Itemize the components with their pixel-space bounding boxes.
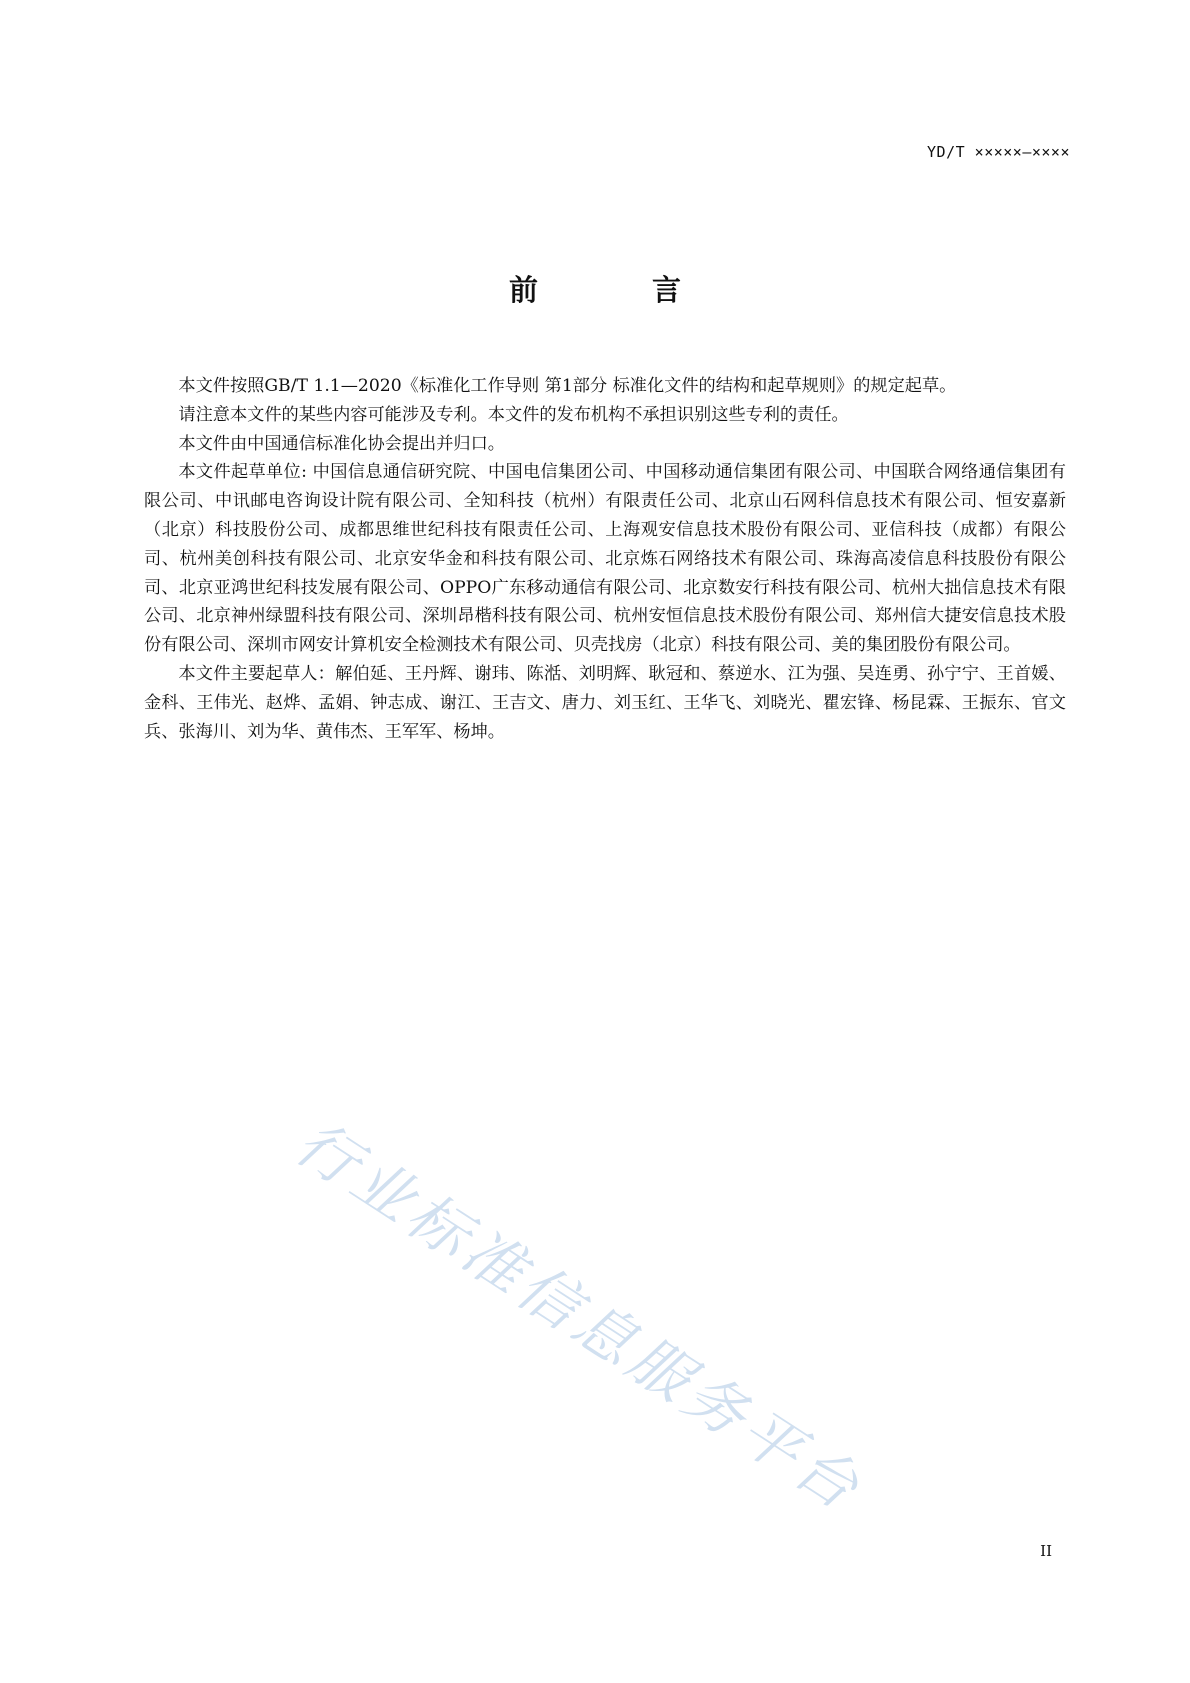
page-number: II bbox=[1040, 1542, 1052, 1560]
paragraph-patent-notice: 请注意本文件的某些内容可能涉及专利。本文件的发布机构不承担识别这些专利的责任。 bbox=[178, 404, 849, 425]
watermark: 行业标准信息服务平台 bbox=[283, 1107, 875, 1527]
paragraph-proposer: 本文件由中国通信标准化协会提出并归口。 bbox=[178, 433, 505, 454]
paragraph-standard-basis: 本文件按照GB/T 1.1—2020《标准化工作导则 第1部分 标准化文件的结构和起草规则》的规定起草。 bbox=[178, 376, 957, 396]
page-title: 前 言 bbox=[508, 273, 734, 307]
paragraph-drafters: 本文件主要起草人：解伯延、王丹辉、谢玮、陈湉、刘明辉、耿冠和、蔡逆水、江为强、吴连勇、孙宁宁、王首媛、金科、王伟光、赵烨、孟娟、钟志成、谢江、王吉文、唐力、刘玉红、王华飞、刘晓光、瞿宏锋、杨昆霖、王振东、官文兵、张海川、刘为华、黄伟杰、王军军、杨坤。 bbox=[144, 663, 1066, 742]
document-code: YD/T ×××××—×××× bbox=[927, 143, 1070, 161]
foreword-body bbox=[144, 372, 1066, 746]
paragraph-drafting-units: 本文件起草单位: 中国信息通信研究院、中国电信集团公司、中国移动通信集团有限公司、中国联合网络通信集团有限公司、中讯邮电咨询设计院有限公司、全知科技（杭州）有限责任公司、北京山石网科信息技术有限公司、恒安嘉新（北京）科技股份公司、成都思维世纪科技有限责任公司、上海观安信息技术股份有限公司、亚信科技（成都）有限公司、杭州美创科技有限公司、北京安华金和科技有限公司、北京炼石网络技术有限公司、珠海高凌信息科技股份有限公司、北京亚鸿世纪科技发展有限公司、OPPO广东移动通信有限公司、北京数安行科技有限公司、杭州大拙信息技术有限公司、北京神州绿盟科技有限公司、深圳昂楷科技有限公司、杭州安恒信息技术股份有限公司、郑州信大捷安信息技术股份有限公司、深圳市网安计算机安全检测技术有限公司、贝壳找房（北京）科技有限公司、美的集团股份有限公司。 bbox=[144, 462, 1066, 656]
